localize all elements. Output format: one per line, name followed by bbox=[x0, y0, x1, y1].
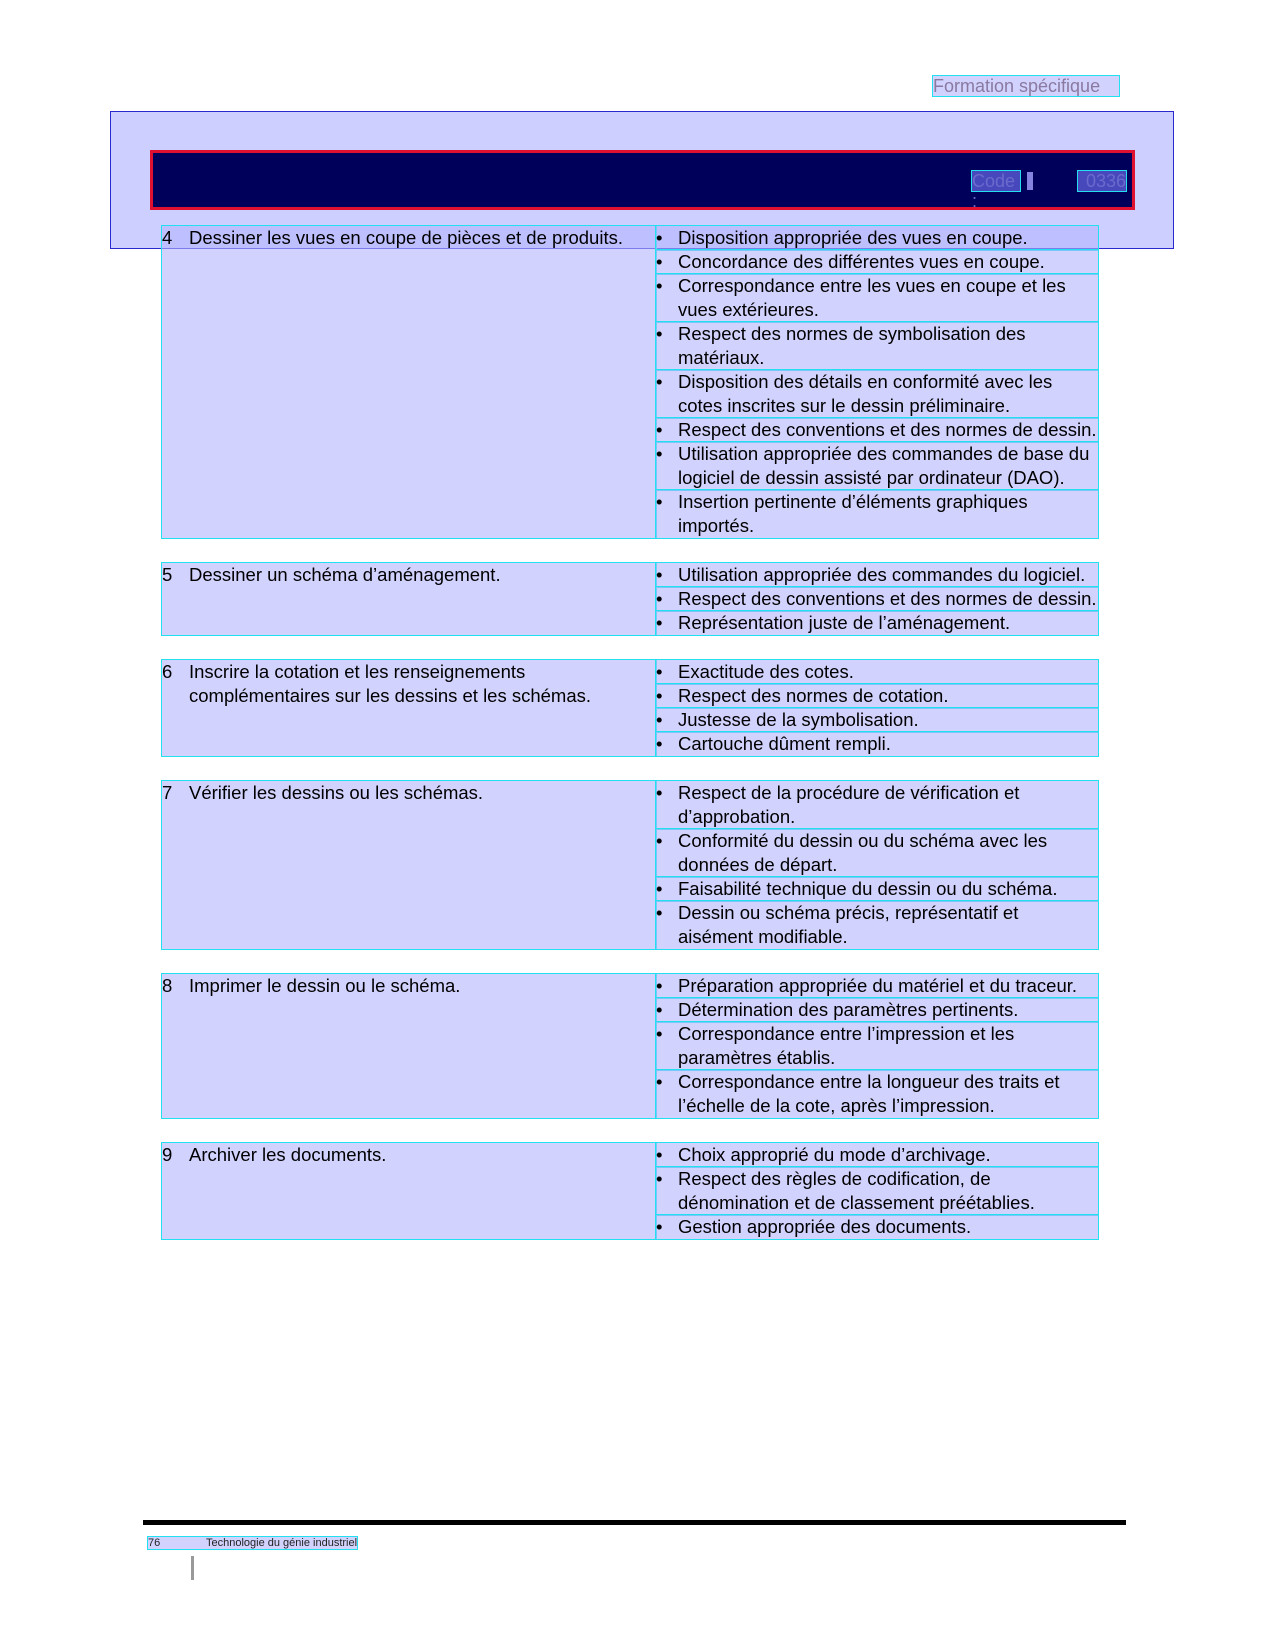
task-cell bbox=[162, 226, 656, 538]
task-number: 6 bbox=[162, 661, 173, 682]
task-number: 8 bbox=[162, 975, 173, 996]
code-value: 0336 bbox=[1078, 171, 1126, 191]
criteria-list bbox=[656, 226, 1122, 538]
criterion-item: • Respect de la procédure de vérification et d’approbation. bbox=[656, 781, 1098, 829]
criterion-item: • Correspondance entre l’impression et les paramètres établis. bbox=[656, 1022, 1098, 1070]
page-number: 76 bbox=[148, 1537, 161, 1549]
criterion-item: • Correspondance entre la longueur des traits et l’échelle de la cote, après l’impression. bbox=[656, 1070, 1098, 1118]
criterion-item: • Respect des normes de cotation. bbox=[656, 684, 1098, 708]
criteria-cell bbox=[656, 660, 1122, 756]
task-text: Dessiner un schéma d’aménagement. bbox=[189, 564, 501, 585]
criterion-item: • Justesse de la symbolisation. bbox=[656, 708, 1098, 732]
task-number: 9 bbox=[162, 1144, 173, 1165]
criterion-item: • Préparation appropriée du matériel et du traceur. bbox=[656, 974, 1098, 998]
code-label: Code : bbox=[972, 171, 1020, 191]
task-cell bbox=[162, 563, 656, 635]
table-row bbox=[162, 1143, 1122, 1239]
task-cell bbox=[162, 781, 656, 949]
criterion-item: • Disposition appropriée des vues en coupe. bbox=[656, 226, 1098, 250]
criteria-list bbox=[656, 660, 1122, 756]
program-title: Technologie du génie industriel bbox=[206, 1537, 358, 1549]
criteria-cell bbox=[656, 226, 1122, 538]
task-number: 4 bbox=[162, 227, 173, 248]
criterion-item: • Faisabilité technique du dessin ou du schéma. bbox=[656, 877, 1098, 901]
criterion-item: • Détermination des paramètres pertinents. bbox=[656, 998, 1098, 1022]
task-text: Dessiner les vues en coupe de pièces et de produits. bbox=[189, 227, 623, 248]
task-text: Vérifier les dessins ou les schémas. bbox=[189, 782, 484, 803]
criteria-cell bbox=[656, 1143, 1122, 1239]
footer bbox=[148, 1537, 357, 1549]
criteria-table bbox=[162, 226, 1122, 1239]
criteria-cell bbox=[656, 974, 1122, 1118]
criterion-item: • Concordance des différentes vues en coupe. bbox=[656, 250, 1098, 274]
criterion-item: • Gestion appropriée des documents. bbox=[656, 1215, 1098, 1239]
criteria-list bbox=[656, 1143, 1122, 1239]
criteria-cell bbox=[656, 781, 1122, 949]
running-head: Formation spécifique bbox=[933, 76, 1119, 96]
criteria-list bbox=[656, 781, 1122, 949]
table-row bbox=[162, 781, 1122, 949]
criterion-item: • Exactitude des cotes. bbox=[656, 660, 1098, 684]
criterion-item: • Correspondance entre les vues en coupe et les vues extérieures. bbox=[656, 274, 1098, 322]
task-text: Inscrire la cotation et les renseignements complémentaires sur les dessins et les schémas. bbox=[189, 661, 592, 706]
task-number: 5 bbox=[162, 564, 173, 585]
criterion-item: • Représentation juste de l’aménagement. bbox=[656, 611, 1098, 635]
task-cell bbox=[162, 974, 656, 1118]
criterion-item: • Respect des conventions et des normes de dessin. bbox=[656, 587, 1098, 611]
task-text: Imprimer le dessin ou le schéma. bbox=[189, 975, 461, 996]
criterion-item: • Conformité du dessin ou du schéma avec les données de départ. bbox=[656, 829, 1098, 877]
table-row bbox=[162, 660, 1122, 756]
criterion-item: • Cartouche dûment rempli. bbox=[656, 732, 1098, 756]
task-text: Archiver les documents. bbox=[189, 1144, 387, 1165]
criterion-item: • Insertion pertinente d’éléments graphiques importés. bbox=[656, 490, 1098, 538]
criterion-item: • Utilisation appropriée des commandes de base du logiciel de dessin assisté par ordinateur (DAO). bbox=[656, 442, 1098, 490]
criterion-item: • Choix approprié du mode d’archivage. bbox=[656, 1143, 1098, 1167]
criteria-cell bbox=[656, 563, 1122, 635]
criterion-item: • Respect des règles de codification, de dénomination et de classement préétablies. bbox=[656, 1167, 1098, 1215]
task-cell bbox=[162, 1143, 656, 1239]
table-row bbox=[162, 563, 1122, 635]
criterion-item: • Respect des conventions et des normes de dessin. bbox=[656, 418, 1098, 442]
criteria-list bbox=[656, 563, 1122, 635]
task-number: 7 bbox=[162, 782, 173, 803]
task-cell bbox=[162, 660, 656, 756]
criterion-item: • Disposition des détails en conformité avec les cotes inscrites sur le dessin préliminaire. bbox=[656, 370, 1098, 418]
code-separator bbox=[1027, 172, 1033, 190]
table-row bbox=[162, 226, 1122, 538]
criteria-list bbox=[656, 974, 1122, 1118]
criterion-item: • Dessin ou schéma précis, représentatif et aisément modifiable. bbox=[656, 901, 1098, 949]
criterion-item: • Utilisation appropriée des commandes du logiciel. bbox=[656, 563, 1098, 587]
table-row bbox=[162, 974, 1122, 1118]
footer-bar bbox=[191, 1556, 194, 1580]
criterion-item: • Respect des normes de symbolisation des matériaux. bbox=[656, 322, 1098, 370]
footer-rule bbox=[143, 1520, 1126, 1525]
